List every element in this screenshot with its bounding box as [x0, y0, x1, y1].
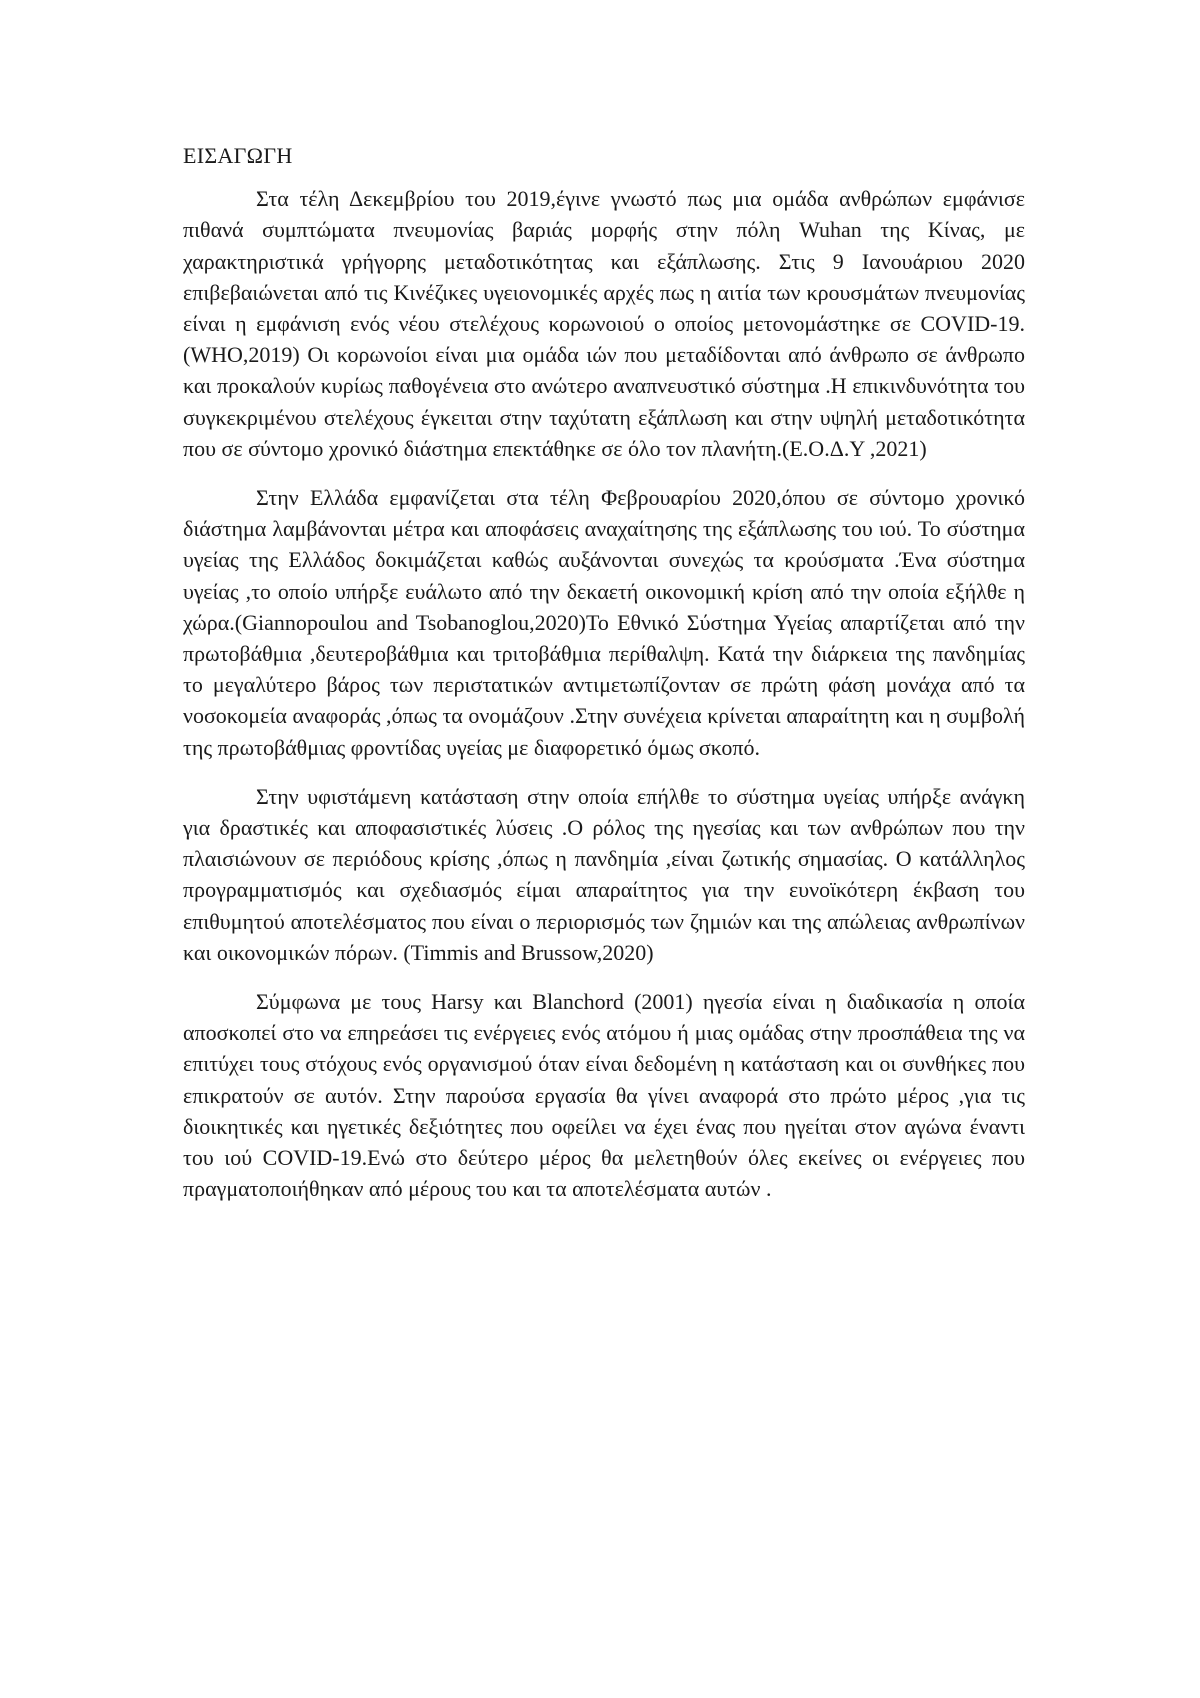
- paragraph-4: Σύμφωνα με τους Harsy και Blanchord (2001) ηγεσία είναι η διαδικασία η οποία αποσκοπεί στο να επηρεάσει τις ενέργειες ενός ατόμου ή μιας ομάδας στην προσπάθεια της να επιτύχει τους στόχους ενός οργανισμού όταν είναι δεδομένη η κατάσταση και οι συνθήκες που επικρατούν σε αυτόν. Στην παρούσα εργασία θα γίνει αναφορά στο πρώτο μέρος ,για τις διοικητικές και ηγετικές δεξιότητες που οφείλει να έχει ένας που ηγείται στον αγώνα έναντι του ιού COVID-19.Ενώ στο δεύτερο μέρος θα μελετηθούν όλες εκείνες οι ενέργειες που πραγματοποιήθηκαν από μέρους του και τα αποτελέσματα αυτών .: [183, 989, 1025, 1202]
- document-body: [183, 140, 1025, 1223]
- section-heading: ΕΙΣΑΓΩΓΗ: [183, 143, 293, 168]
- paragraph-1: Στα τέλη Δεκεμβρίου του 2019,έγινε γνωστό πως μια ομάδα ανθρώπων εμφάνισε πιθανά συμπτώματα πνευμονίας βαριάς μορφής στην πόλη Wuhan της Κίνας, με χαρακτηριστικά γρήγορης μεταδοτικότητας και εξάπλωσης. Στις 9 Ιανουάριου 2020 επιβεβαιώνεται από τις Κινέζικες υγειονομικές αρχές πως η αιτία των κρουσμάτων πνευμονίας είναι η εμφάνιση ενός νέου στελέχους κορωνοιού ο οποίος μετονομάστηκε σε COVID-19.(WHO,2019) Οι κορωνοίοι είναι μια ομάδα ιών που μεταδίδονται από άνθρωπο σε άνθρωπο και προκαλούν κυρίως παθογένεια στο ανώτερο αναπνευστικό σύστημα .Η επικινδυνότητα του συγκεκριμένου στελέχους έγκειται στην ταχύτατη εξάπλωση και στην υψηλή μεταδοτικότητα που σε σύντομο χρονικό διάστημα επεκτάθηκε σε όλο τον πλανήτη.(Ε.Ο.Δ.Υ ,2021): [183, 186, 1025, 461]
- paragraph-2: Στην Ελλάδα εμφανίζεται στα τέλη Φεβρουαρίου 2020,όπου σε σύντομο χρονικό διάστημα λαμβάνονται μέτρα και αποφάσεις αναχαίτησης της εξάπλωσης του ιού. Το σύστημα υγείας της Ελλάδος δοκιμάζεται καθώς αυξάνονται συνεχώς τα κρούσματα .Ένα σύστημα υγείας ,το οποίο υπήρξε ευάλωτο από την δεκαετή οικονομική κρίση από την οποία εξήλθε η χώρα.(Giannopoulou and Tsobanoglou,2020)Το Εθνικό Σύστημα Υγείας απαρτίζεται από την πρωτοβάθμια ,δευτεροβάθμια και τριτοβάθμια περίθαλψη. Κατά την διάρκεια της πανδημίας το μεγαλύτερο βάρος των περιστατικών αντιμετωπίζονταν σε πρώτη φάση μονάχα από τα νοσοκομεία αναφοράς ,όπως τα ονομάζουν .Στην συνέχεια κρίνεται απαραίτητη και η συμβολή της πρωτοβάθμιας φροντίδας υγείας με διαφορετικό όμως σκοπό.: [183, 485, 1025, 760]
- paragraph-3: Στην υφιστάμενη κατάσταση στην οποία επήλθε το σύστημα υγείας υπήρξε ανάγκη για δραστικές και αποφασιστικές λύσεις .Ο ρόλος της ηγεσίας και των ανθρώπων που την πλαισιώνουν σε περιόδους κρίσης ,όπως η πανδημία ,είναι ζωτικής σημασίας. Ο κατάλληλος προγραμματισμός και σχεδιασμός είμαι απαραίτητος για την ευνοϊκότερη έκβαση του επιθυμητού αποτελέσματος που είναι ο περιορισμός των ζημιών και της απώλειας ανθρωπίνων και οικονομικών πόρων. (Timmis and Brussow,2020): [183, 783, 1025, 965]
